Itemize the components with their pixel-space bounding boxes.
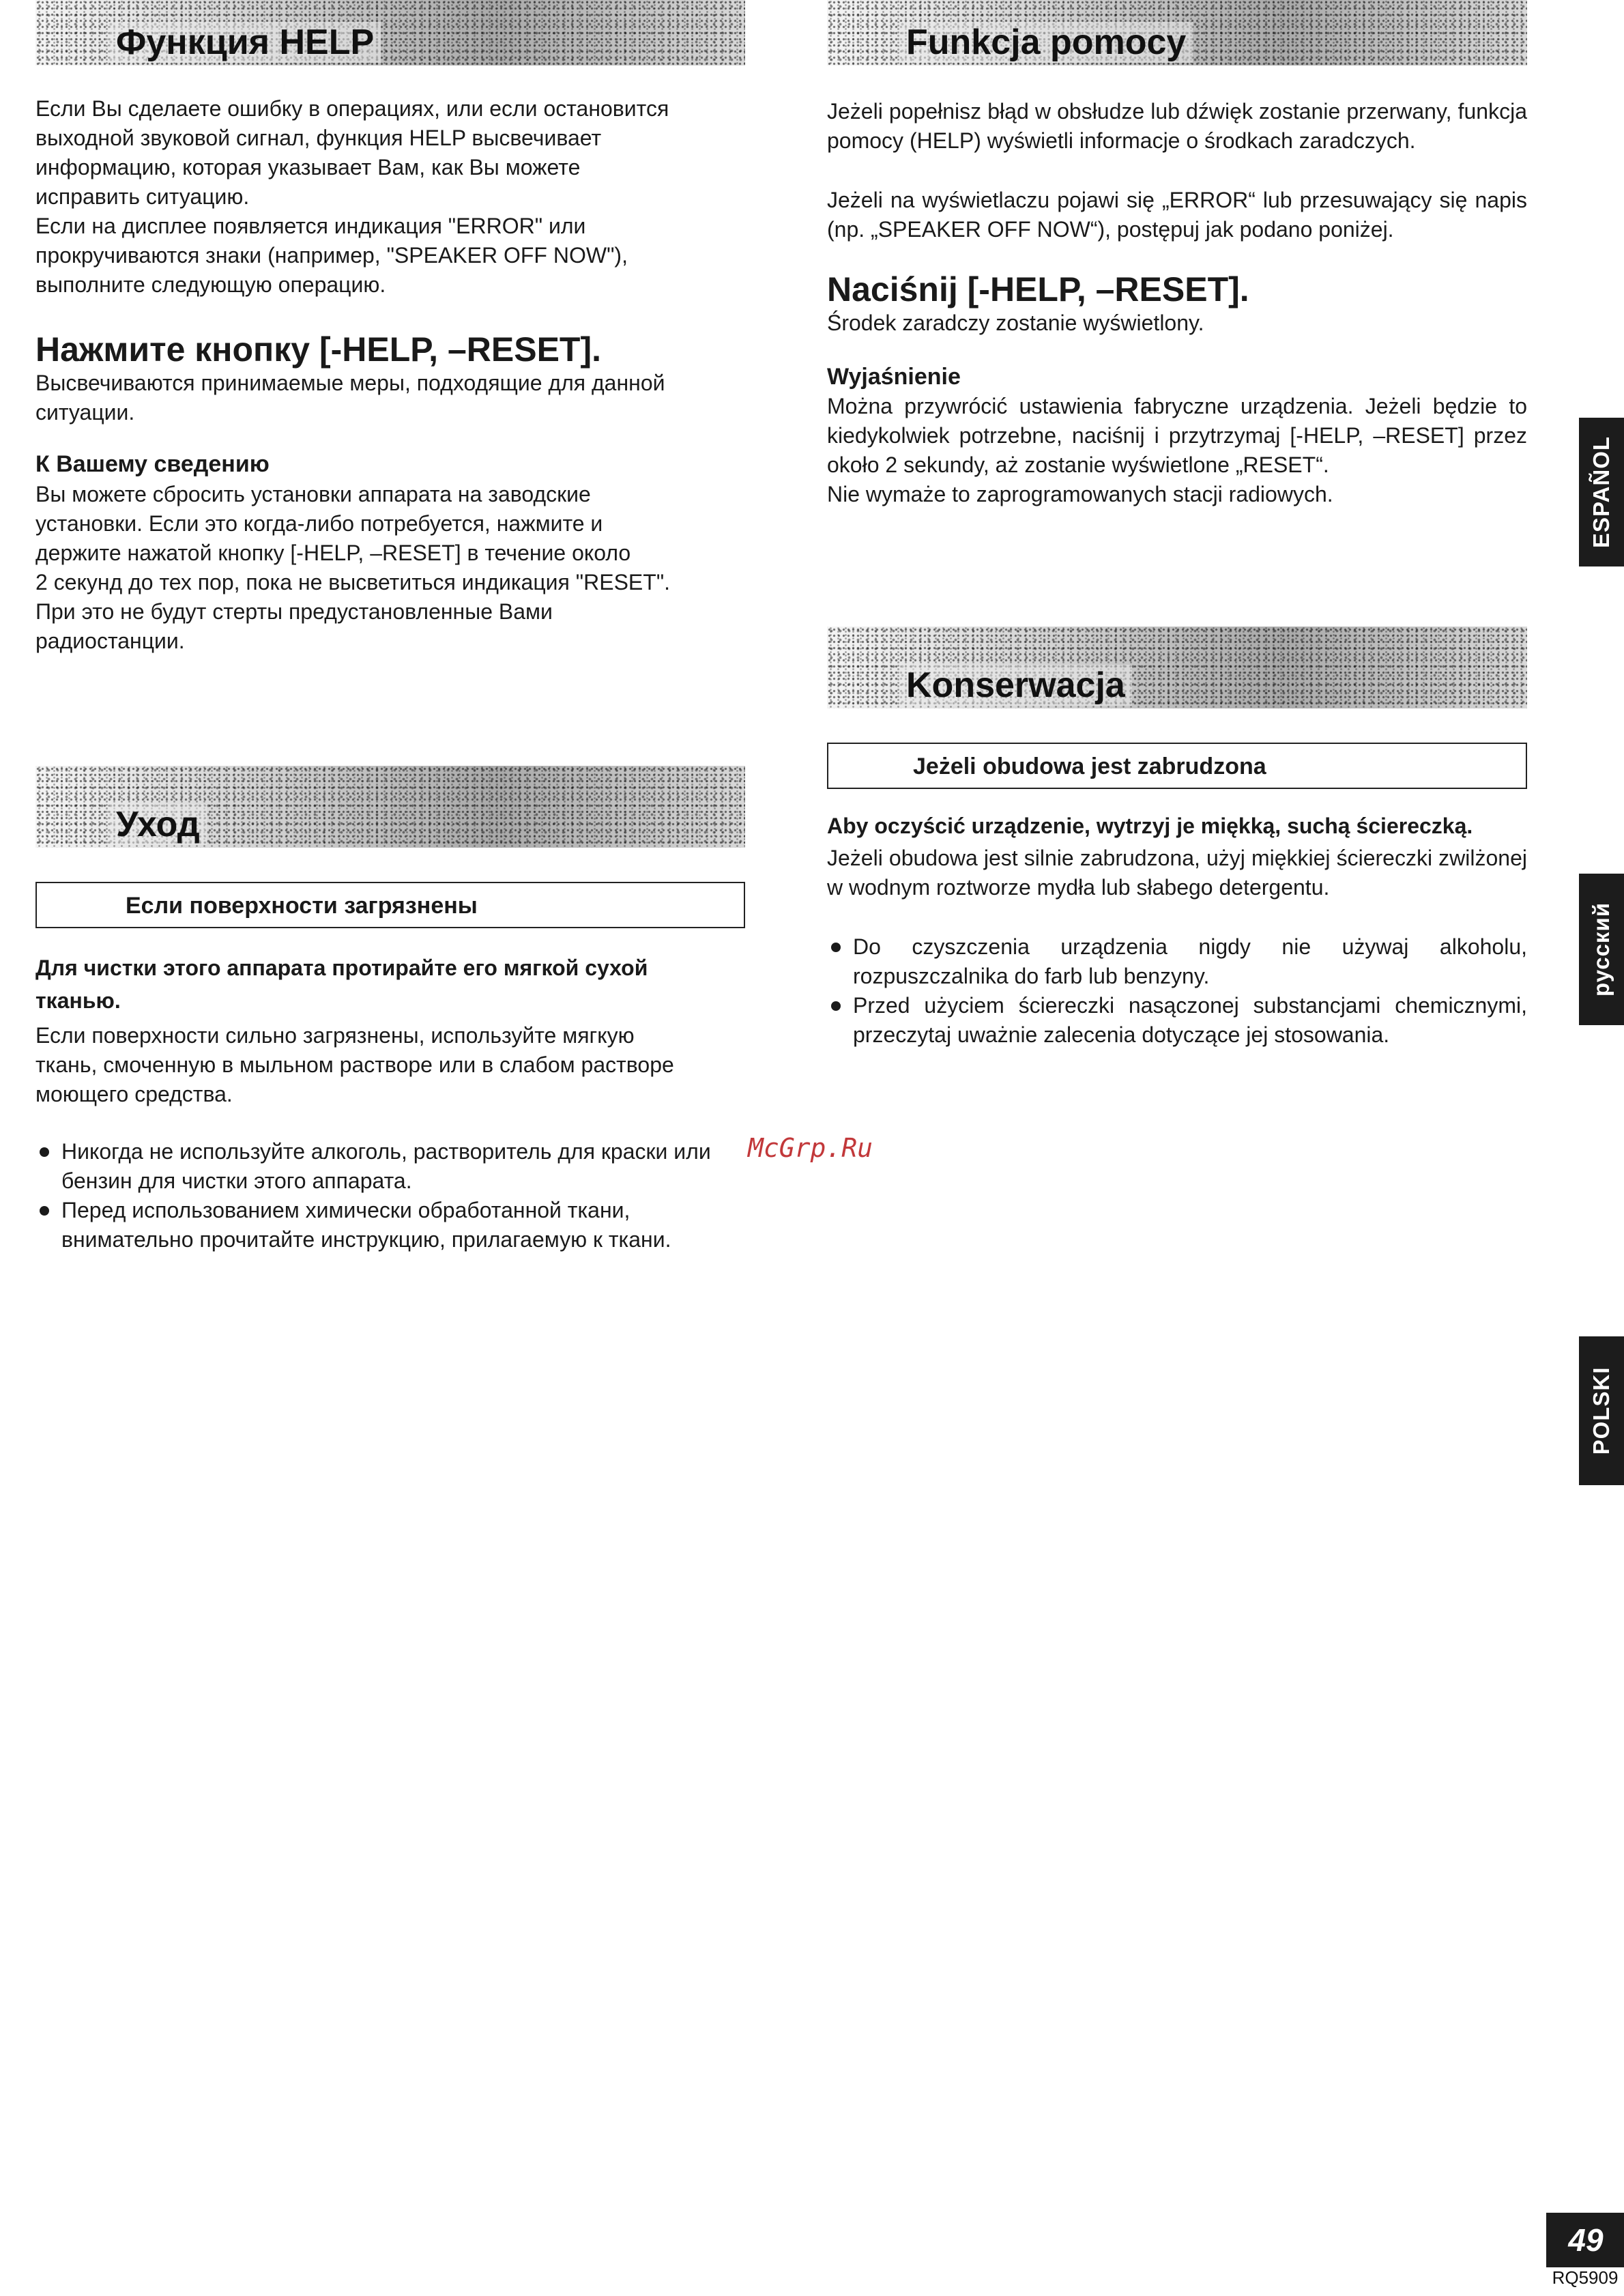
help-title-pl: Funkcja pomocy bbox=[899, 22, 1193, 63]
care-subheading-box-pl bbox=[827, 743, 1527, 789]
list-item: Do czyszczenia urządzenia nigdy nie używaj alkoholu, rozpuszczalnika do farb lub benzyny. bbox=[827, 932, 1527, 991]
care-banner-pl bbox=[827, 627, 1527, 708]
list-item: Никогда не используйте алкоголь, растворитель для краски или бензин для чистки этого аппарата. bbox=[35, 1137, 745, 1196]
help-intro-pl-1: Jeżeli popełnisz błąd w obsłudze lub dźwięk zostanie przerwany, funkcja pomocy (HELP) wyświetli informacje o środkach zaradczych. bbox=[827, 99, 1527, 153]
note-heading-ru: К Вашему сведению bbox=[35, 451, 270, 477]
care-bold-text-pl: Aby oczyścić urządzenie, wytrzyj je miękką, suchą ściereczką. bbox=[827, 814, 1473, 838]
help-intro-ru: Если Вы сделаете ошибку в операциях, или если остановится выходной звуковой сигнал, функция HELP высвечивает информацию, которая указывает Вам, как Вы можете исправить ситуацию. Если на дисплее появляется индикация "ERROR" или прокручиваются знаки (например, "SPEAKER OFF NOW"), выполните следующую операцию. bbox=[35, 96, 669, 297]
press-heading-ru: Нажмите кнопку [-HELP, –RESET]. bbox=[35, 330, 602, 369]
press-heading-pl: Naciśnij [-HELP, –RESET]. bbox=[827, 270, 1249, 308]
help-intro-pl-2: Jeżeli na wyświetlaczu pojawi się „ERROR“ lub przesuwający się napis (np. „SPEAKER OFF NOW“), postępuj jak podano poniżej. bbox=[827, 188, 1527, 242]
help-title-ru: Функция HELP bbox=[109, 22, 381, 63]
care-banner-ru bbox=[35, 766, 745, 848]
tab-espanol-label: ESPAÑOL bbox=[1589, 435, 1614, 549]
tab-polski-label: POLSKI bbox=[1589, 1366, 1614, 1455]
care-subheading-ru: Если поверхности загрязнены bbox=[126, 893, 478, 919]
tab-russian-label: русский bbox=[1589, 902, 1614, 997]
tab-polski bbox=[1579, 1336, 1624, 1485]
note-text-pl-2: Nie wymaże to zaprogramowanych stacji radiowych. bbox=[827, 482, 1333, 506]
press-text-ru: Высвечиваются принимаемые меры, подходящие для данной ситуации. bbox=[35, 371, 665, 425]
care-bullets-ru bbox=[35, 1137, 745, 1254]
doc-code: RQ5909 bbox=[1552, 2267, 1619, 2288]
help-banner-pl bbox=[827, 0, 1527, 66]
tab-russian bbox=[1579, 874, 1624, 1025]
press-text-pl: Środek zaradczy zostanie wyświetlony. bbox=[827, 311, 1204, 335]
care-title-pl: Konserwacja bbox=[899, 665, 1132, 706]
page-number: 49 bbox=[1546, 2213, 1624, 2267]
note-heading-pl: Wyjaśnienie bbox=[827, 364, 961, 390]
care-subheading-pl: Jeżeli obudowa jest zabrudzona bbox=[913, 754, 1266, 779]
care-bullets-pl bbox=[827, 932, 1527, 1050]
list-item: Przed użyciem ściereczki nasączonej substancjami chemicznymi, przeczytaj uważnie zalecenia dotyczące jej stosowania. bbox=[827, 991, 1527, 1050]
care-title-ru: Уход bbox=[109, 804, 207, 845]
list-item: Перед использованием химически обработанной ткани, внимательно прочитайте инструкцию, прилагаемую к ткани. bbox=[35, 1196, 745, 1254]
note-text-pl: Można przywrócić ustawienia fabryczne urządzenia. Jeżeli będzie to kiedykolwiek potrzebne, naciśnij i przytrzymaj [-HELP, –RESET] przez około 2 sekundy, aż zostanie wyświetlone „RESET“. bbox=[827, 394, 1527, 477]
care-text-ru: Если поверхности сильно загрязнены, используйте мягкую ткань, смоченную в мыльном растворе или в слабом растворе моющего средства. bbox=[35, 1023, 674, 1106]
care-subheading-box-ru bbox=[35, 882, 745, 928]
tab-espanol bbox=[1579, 418, 1624, 566]
care-text-pl: Jeżeli obudowa jest silnie zabrudzona, użyj miękkiej ściereczki zwilżonej w wodnym roztworze mydła lub słabego detergentu. bbox=[827, 846, 1527, 900]
help-banner-ru bbox=[35, 0, 745, 66]
note-text-ru: Вы можете сбросить установки аппарата на заводские установки. Если это когда-либо потребуется, нажмите и держите нажатой кнопку [-HELP, –RESET] в течение около 2 секунд до тех пор, пока не высветиться индикация "RESET". При это не будут стерты предустановленные Вами радиостанции. bbox=[35, 482, 671, 653]
watermark: McGrp.Ru bbox=[748, 1133, 873, 1163]
care-bold-text-ru: Для чистки этого аппарата протирайте его мягкой сухой тканью. bbox=[35, 956, 648, 1013]
